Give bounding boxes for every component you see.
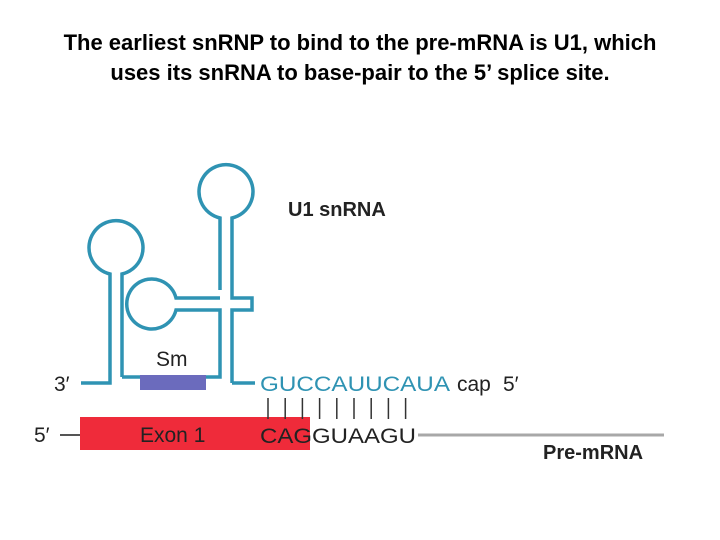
- slide-title: The earliest snRNP to bind to the pre-mRNA is U1, which uses its snRNA to base-pair to the 5’ splice site.: [63, 30, 657, 85]
- pre-mrna-5prime-label: 5′: [34, 424, 50, 447]
- exon-1-label: Exon 1: [140, 424, 206, 447]
- pre-mrna-label: Pre-mRNA: [543, 442, 644, 464]
- u1-sequence: GUCCAUUCAUA: [260, 373, 450, 396]
- exon-sequence: CAG: [260, 425, 312, 448]
- u1-5prime-label: 5′: [503, 373, 519, 396]
- u1-3prime-label: 3′: [54, 373, 70, 396]
- intron-sequence: GUAAGU: [312, 425, 416, 448]
- sm-label: Sm: [156, 348, 188, 371]
- cap-label: cap: [457, 373, 491, 396]
- sm-protein-bar: [140, 375, 206, 390]
- base-pair-ticks: [268, 398, 406, 419]
- snrna-label: U1 snRNA: [288, 199, 386, 221]
